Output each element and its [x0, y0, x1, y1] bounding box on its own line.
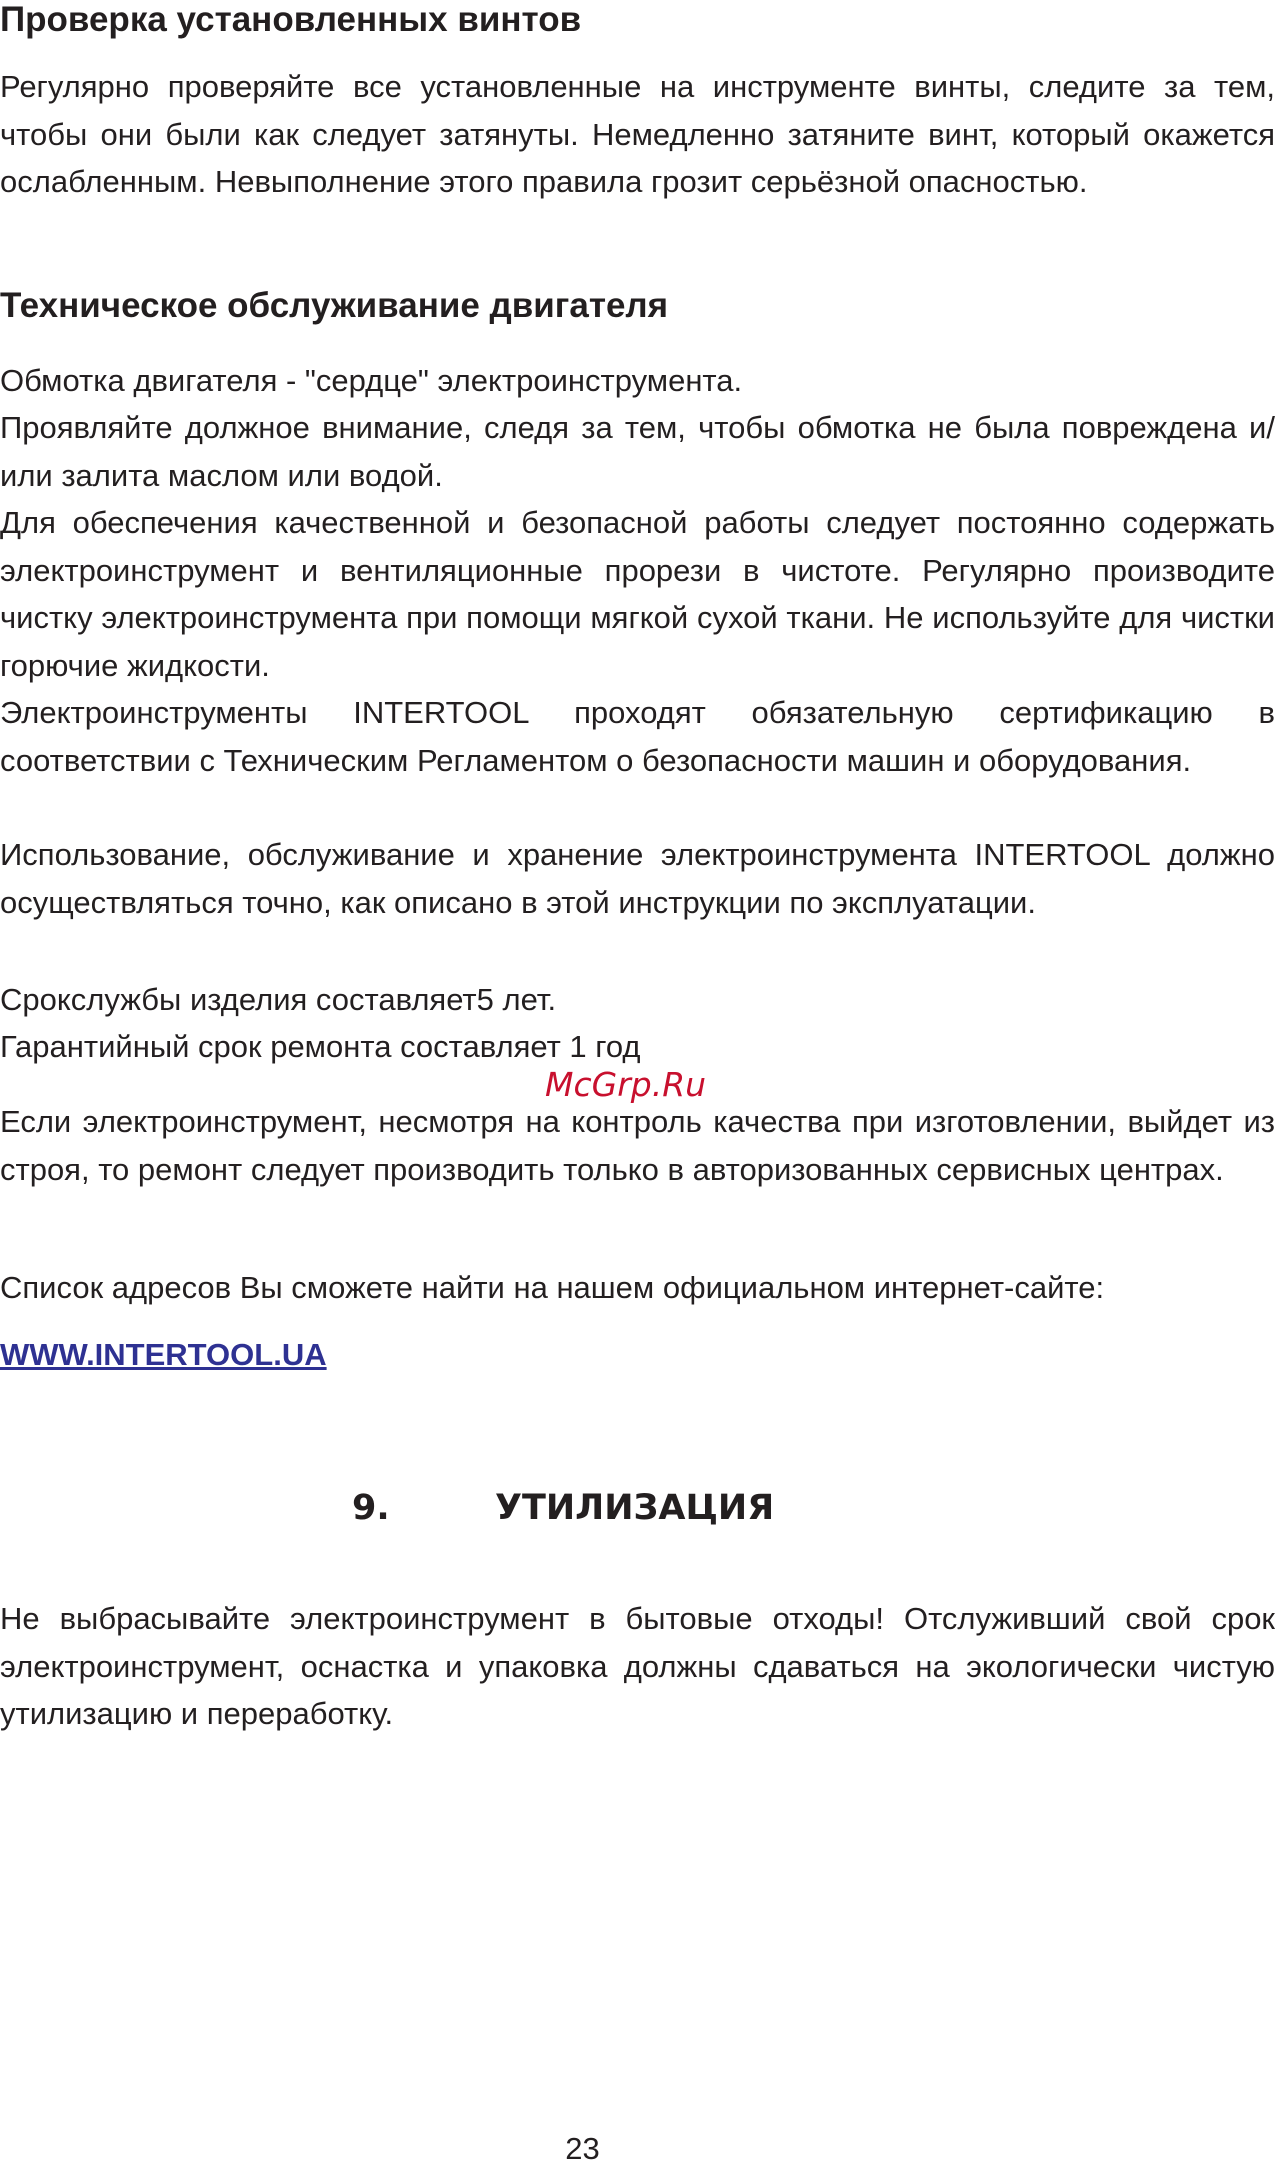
- screws-paragraph: Регулярно проверяйте все установленные на инструменте винты, следите за тем, чтобы они были как следует затянуты. Немедленно затяните винт, который окажется ослабленным. Невыполнение этого правила грозит серьёзной опасностью.: [0, 69, 1275, 199]
- motor-heading: Техническое обслуживание двигателя: [0, 286, 669, 325]
- page-number: 23: [565, 2131, 600, 2166]
- watermark: McGrp.Ru: [545, 1065, 707, 1104]
- motor-paragraph-3: Для обеспечения качественной и безопасной работы следует постоянно содержать электроинструмент и вентиляционные прорези в чистоте. Регулярно производите чистку электроинструмента при помощи мягкой сухой ткани. Не используйте для чистки горючие жидкости.: [0, 505, 1275, 683]
- address-list-line: Список адресов Вы сможете найти на нашем официальном интернет-сайте:: [0, 1270, 1105, 1305]
- service-life-line: Срокслужбы изделия составляет5 лет.: [0, 982, 557, 1017]
- motor-paragraph-1: Обмотка двигателя - "сердце" электроинструмента.: [0, 363, 743, 398]
- motor-paragraph-2: Проявляйте должное внимание, следя за тем, чтобы обмотка не была повреждена и/ или залита маслом или водой.: [0, 410, 1275, 493]
- warranty-line: Гарантийный срок ремонта составляет 1 год: [0, 1029, 641, 1064]
- motor-paragraph-8: Если электроинструмент, несмотря на контроль качества при изготовлении, выйдет из строя, то ремонт следует производить только в авторизованных сервисных центрах.: [0, 1104, 1275, 1187]
- disposal-paragraph: Не выбрасывайте электроинструмент в бытовые отходы! Отслуживший свой срок электроинструмент, оснастка и упаковка должны сдаваться на экологически чистую утилизацию и переработку.: [0, 1601, 1275, 1731]
- website-link[interactable]: WWW.INTERTOOL.UA: [0, 1337, 327, 1372]
- disposal-section-number: 9.: [352, 1488, 390, 1528]
- motor-paragraph-4: Электроинструменты INTERTOOL проходят обязательную сертификацию в соответствии с Техническим Регламентом о безопасности машин и оборудования.: [0, 695, 1275, 778]
- disposal-heading: УТИЛИЗАЦИЯ: [495, 1488, 775, 1528]
- motor-paragraph-5: Использование, обслуживание и хранение электроинструмента INTERTOOL должно осуществляться точно, как описано в этой инструкции по эксплуатации.: [0, 837, 1275, 920]
- screws-heading: Проверка установленных винтов: [0, 0, 582, 39]
